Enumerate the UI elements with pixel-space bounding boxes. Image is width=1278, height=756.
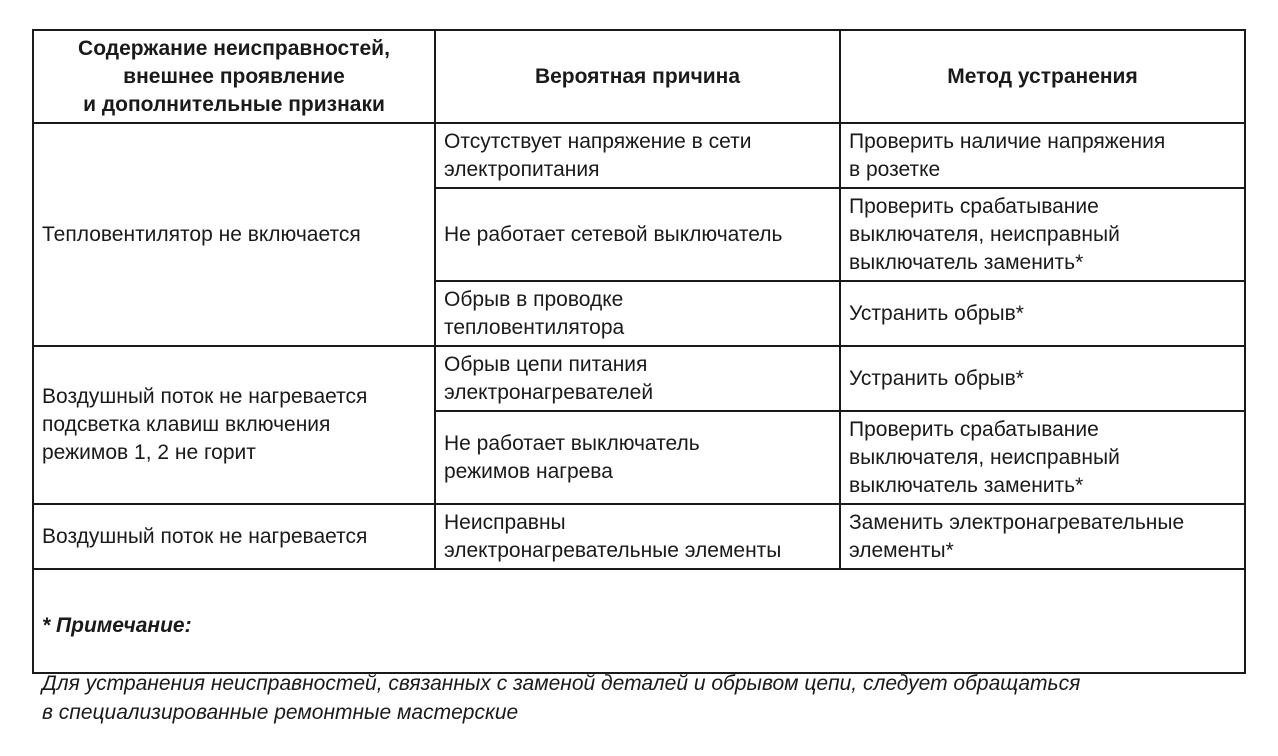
fix-cell: Устранить обрыв* xyxy=(841,282,1244,347)
fix-cell: Проверить срабатывание выключателя, неисправный выключатель заменить* xyxy=(841,412,1244,505)
header-symptom: Содержание неисправностей, внешнее проявление и дополнительные признаки xyxy=(34,31,436,124)
symptom-cell: Воздушный поток не нагревается xyxy=(34,505,436,570)
fix-cell: Заменить электронагревательные элементы* xyxy=(841,505,1244,570)
fix-cell: Проверить срабатывание выключателя, неисправный выключатель заменить* xyxy=(841,189,1244,282)
cause-cell: Не работает выключатель режимов нагрева xyxy=(436,412,841,505)
header-cause: Вероятная причина xyxy=(436,31,841,124)
note-text: Для устранения неисправностей, связанных с заменой деталей и обрывом цепи, следует обращаться в специализированные ремонтные мастерские xyxy=(42,672,1081,724)
note-title: * Примечание: xyxy=(42,614,192,637)
fix-cell: Проверить наличие напряжения в розетке xyxy=(841,124,1244,189)
cause-cell: Неисправны электронагревательные элементы xyxy=(436,505,841,570)
fix-cell: Устранить обрыв* xyxy=(841,347,1244,412)
note-block xyxy=(34,570,1244,756)
troubleshooting-table xyxy=(32,29,1246,724)
symptom-cell: Тепловентилятор не включается xyxy=(34,124,436,347)
cause-cell: Обрыв в проводке тепловентилятора xyxy=(436,282,841,347)
symptom-cell: Воздушный поток не нагревается подсветка клавиш включения режимов 1, 2 не горит xyxy=(34,347,436,505)
cause-cell: Обрыв цепи питания электронагревателей xyxy=(436,347,841,412)
cause-cell: Не работает сетевой выключатель xyxy=(436,189,841,282)
cause-cell: Отсутствует напряжение в сети электропитания xyxy=(436,124,841,189)
header-fix: Метод устранения xyxy=(841,31,1244,124)
